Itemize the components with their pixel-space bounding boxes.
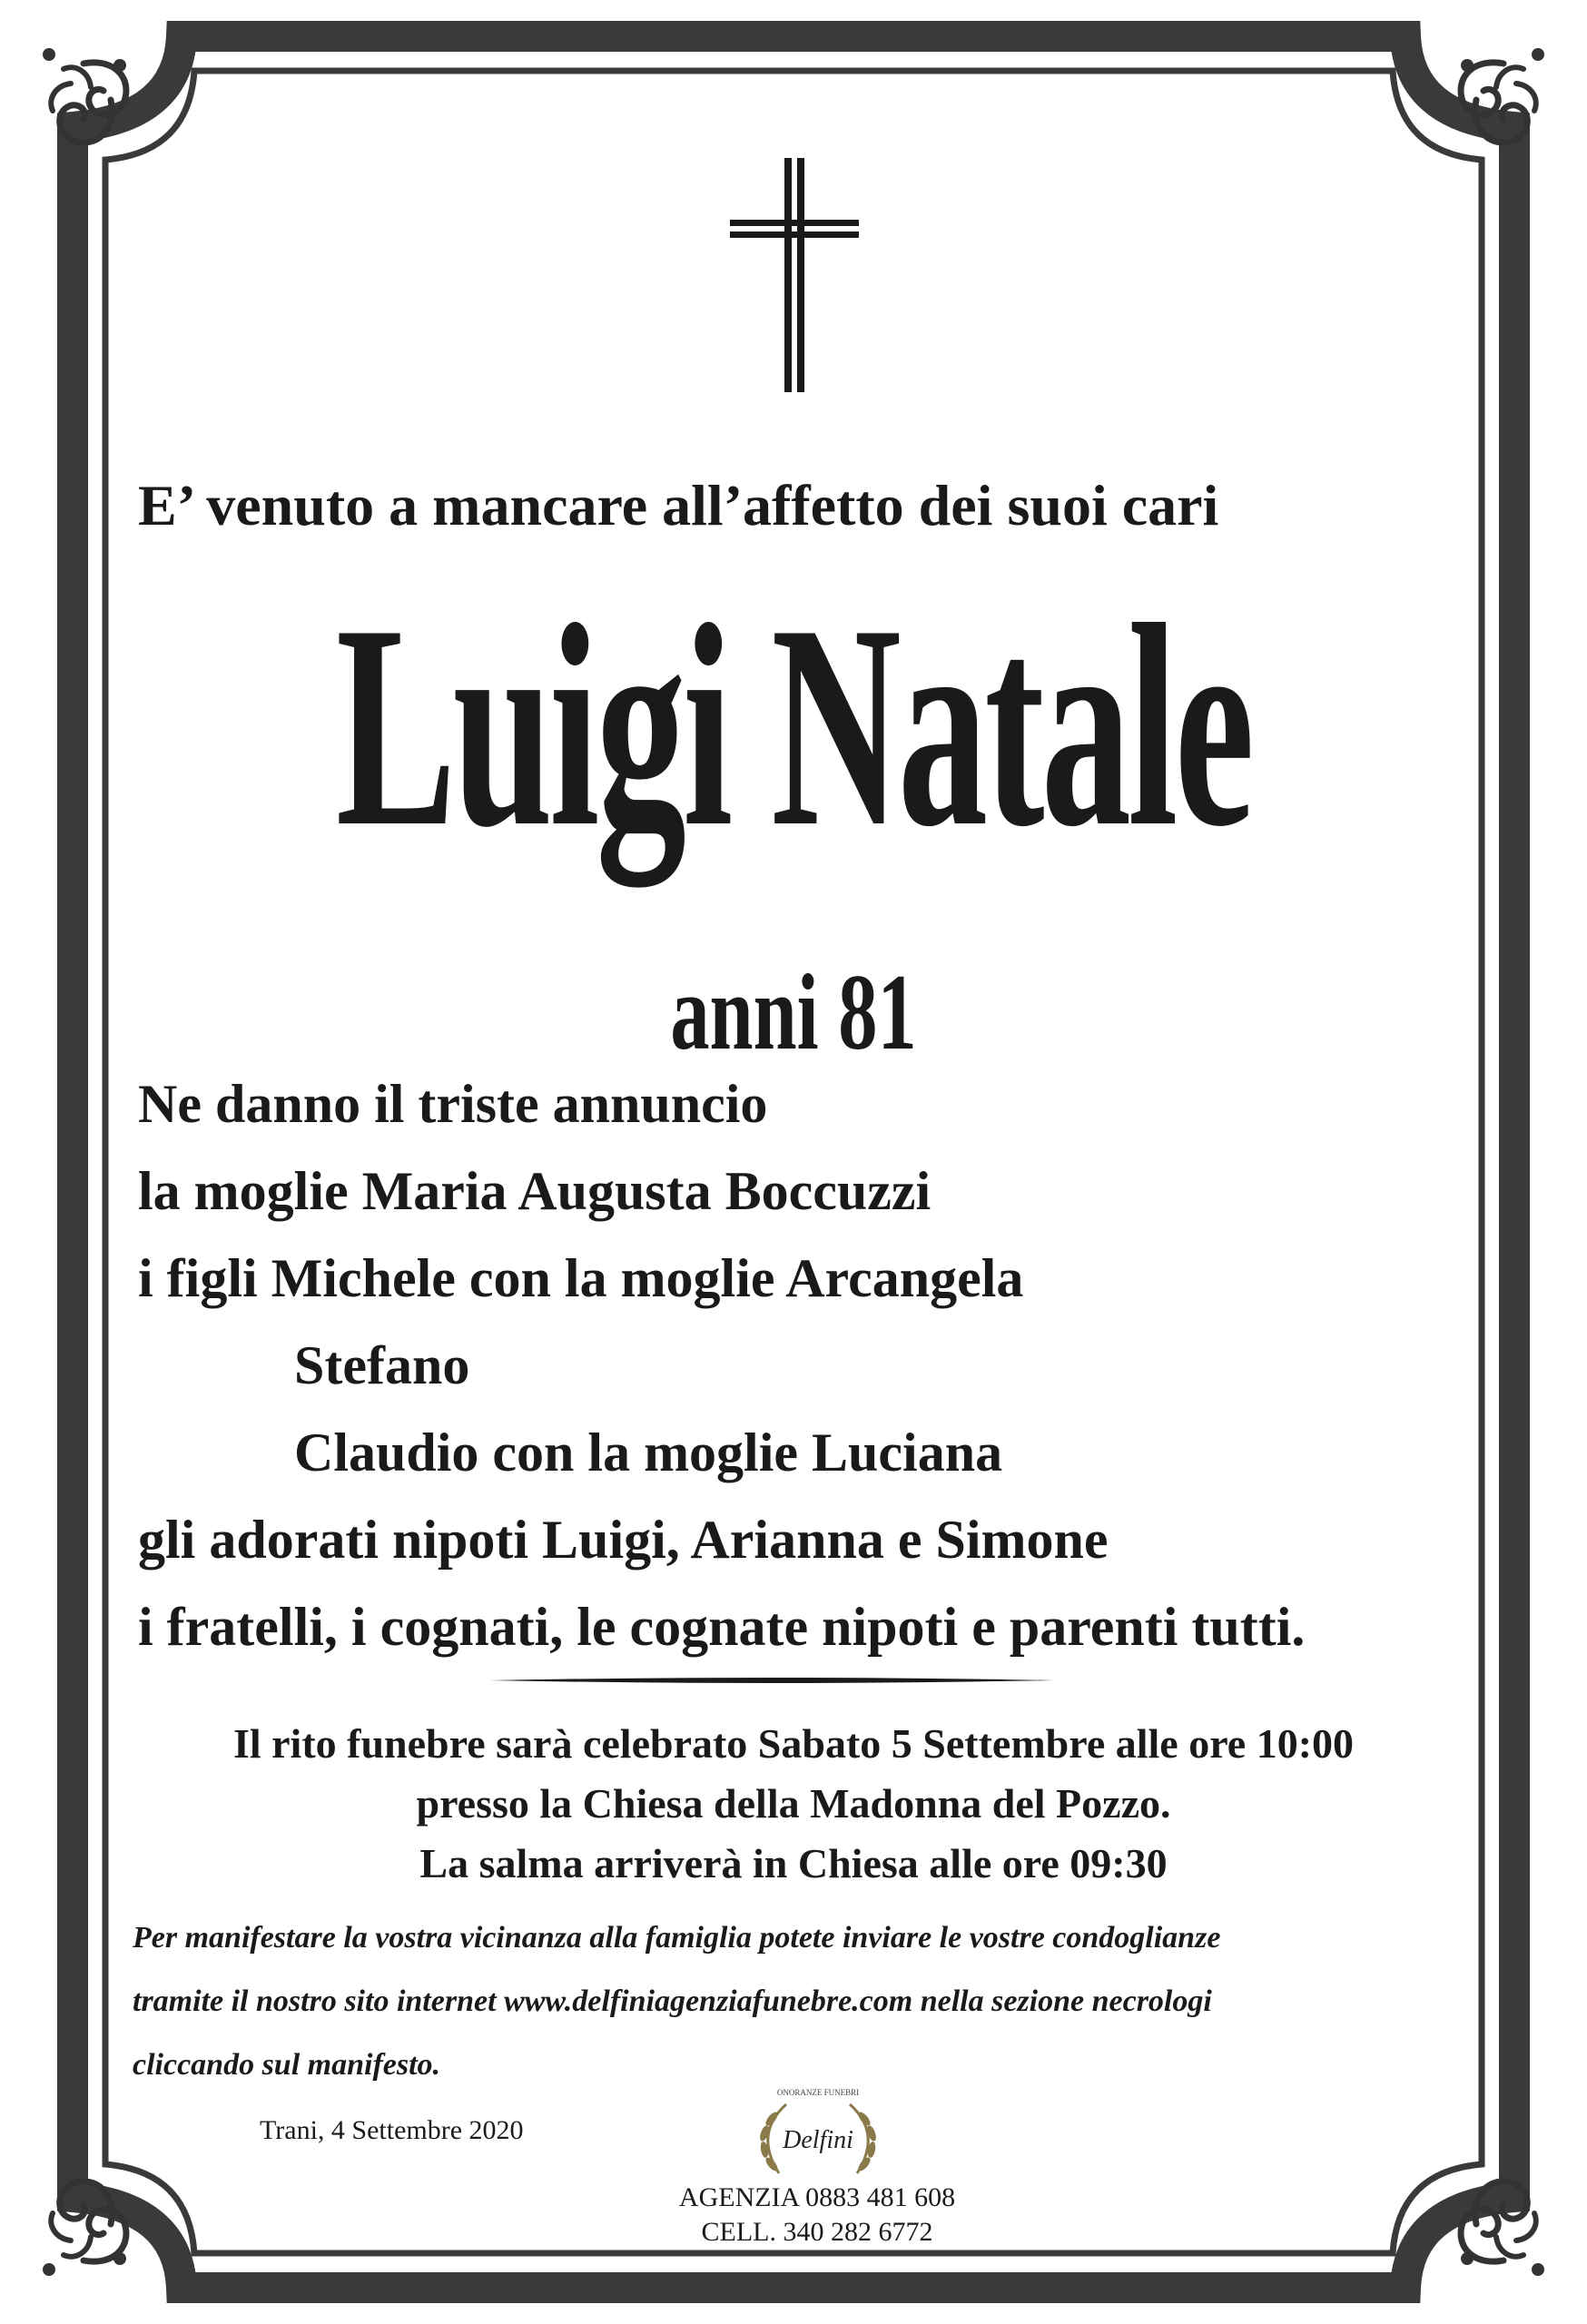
logo-top-text: ONORANZE FUNEBRI — [776, 2088, 860, 2097]
family-line: i fratelli, i cognati, le cognate nipoti e parenti tutti. — [138, 1597, 1306, 1657]
condolence-info — [133, 1906, 1220, 2097]
family-line: gli adorati nipoti Luigi, Arianna e Simone — [138, 1510, 1109, 1570]
deceased-age: anni 81 — [670, 951, 917, 1072]
deceased-name: Luigi Natale — [335, 566, 1252, 887]
agency-phone: AGENZIA 0883 481 608 — [678, 2182, 956, 2212]
intro-text: E’ venuto a mancare all’affetto dei suoi cari — [138, 473, 1219, 537]
family-line: Ne danno il triste annuncio — [138, 1074, 768, 1134]
latin-cross-icon — [726, 153, 862, 398]
funeral-line: La salma arriverà in Chiesa alle ore 09:30 — [419, 1840, 1168, 1886]
laurel-wreath-logo — [732, 2079, 904, 2188]
funeral-line: presso la Chiesa della Madonna del Pozzo. — [416, 1780, 1171, 1827]
cell-phone: CELL. 340 282 6772 — [701, 2217, 933, 2247]
condolence-line: tramite il nostro sito internet www.delfiniagenziafunebre.com nella sezione necrologi — [133, 1984, 1212, 2018]
notice-date: Trani, 4 Settembre 2020 — [260, 2115, 524, 2145]
funeral-details — [0, 1714, 1587, 1894]
family-line: la moglie Maria Augusta Boccuzzi — [138, 1161, 932, 1221]
condolence-line: Per manifestare la vostra vicinanza alla famiglia potete inviare le vostre condoglianze — [133, 1921, 1221, 1955]
logo-name: Delfini — [783, 2126, 853, 2154]
family-line: Stefano — [294, 1335, 470, 1395]
family-line: Claudio con la moglie Luciana — [294, 1423, 1003, 1482]
condolence-line: cliccando sul manifesto. — [133, 2048, 441, 2082]
family-announcement — [138, 1060, 1305, 1670]
funeral-line: Il rito funebre sarà celebrato Sabato 5 Settembre alle ore 10:00 — [232, 1720, 1355, 1767]
family-line: i figli Michele con la moglie Arcangela — [138, 1248, 1024, 1308]
divider — [490, 1676, 1053, 1685]
agency-contacts — [636, 2181, 999, 2250]
